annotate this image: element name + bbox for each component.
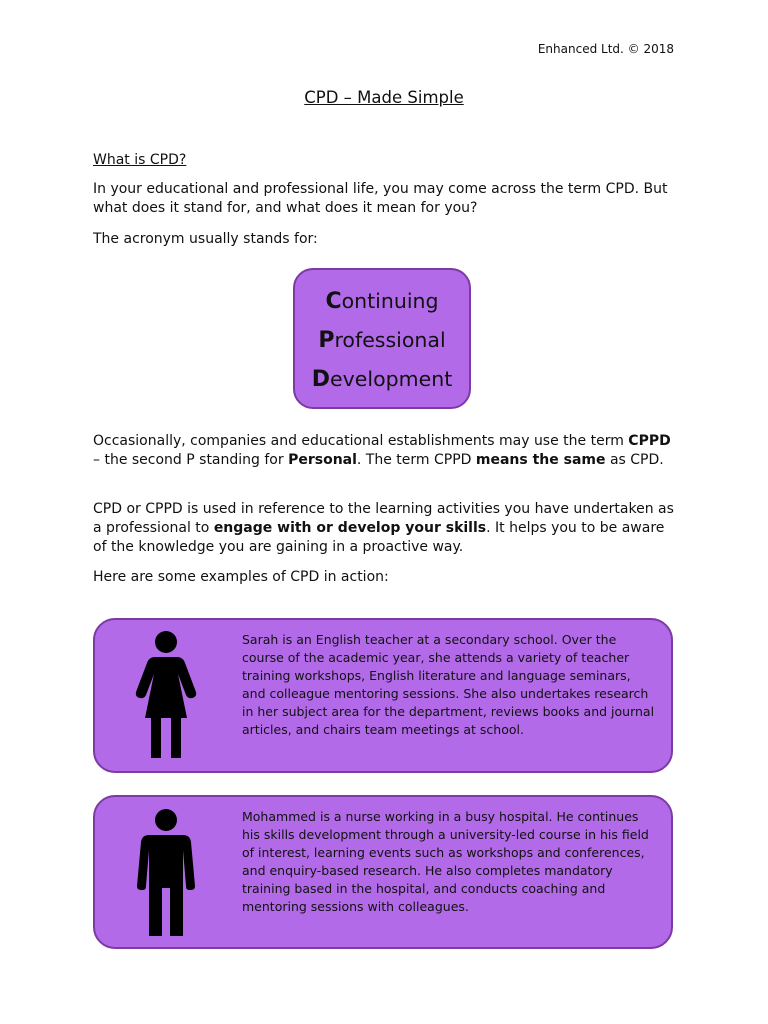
section-heading: What is CPD? bbox=[93, 152, 187, 168]
example-text-mohammed: Mohammed is a nurse working in a busy hospital. He continues his skills development through a university-led course in his field of interest, learning events such as workshops and conferences, and enquiry-based research. He also completes mandatory training based in the hospital, and conducts coaching and mentoring sessions with colleagues. bbox=[242, 809, 649, 914]
examples-lead-paragraph: Here are some examples of CPD in action: bbox=[93, 569, 389, 585]
acronym-line-continuing: Continuing bbox=[325, 289, 439, 314]
usage-paragraph: CPD or CPPD is used in reference to the learning activities you have undertaken as a professional to engage with or develop your skills. It helps you to be aware of the knowledge you are gaining in a proactive way. bbox=[93, 501, 674, 555]
acronym-line-professional: Professional bbox=[318, 328, 446, 353]
acronym-line-development: Development bbox=[311, 367, 453, 392]
cppd-paragraph: Occasionally, companies and educational establishments may use the term CPPD – the second P standing for Personal. The term CPPD means the same as CPD. bbox=[93, 433, 671, 468]
male-person-icon bbox=[133, 808, 199, 936]
acronym-box bbox=[293, 268, 471, 409]
example-card-sarah bbox=[93, 618, 673, 773]
document-title: CPD – Made Simple bbox=[304, 88, 464, 107]
copyright-notice: Enhanced Ltd. © 2018 bbox=[537, 42, 674, 56]
acronym-lead-paragraph: The acronym usually stands for: bbox=[93, 231, 318, 247]
female-person-icon bbox=[133, 630, 199, 758]
example-card-mohammed bbox=[93, 795, 673, 949]
intro-paragraph: In your educational and professional life, you may come across the term CPD. But what does it stand for, and what does it mean for you? bbox=[93, 181, 668, 216]
example-text-sarah: Sarah is an English teacher at a secondary school. Over the course of the academic year, she attends a variety of teacher training workshops, English literature and language seminars, and colleague mentoring sessions. She also undertakes research in her subject area for the department, reviews books and journal articles, and chairs team meetings at school. bbox=[242, 632, 655, 737]
